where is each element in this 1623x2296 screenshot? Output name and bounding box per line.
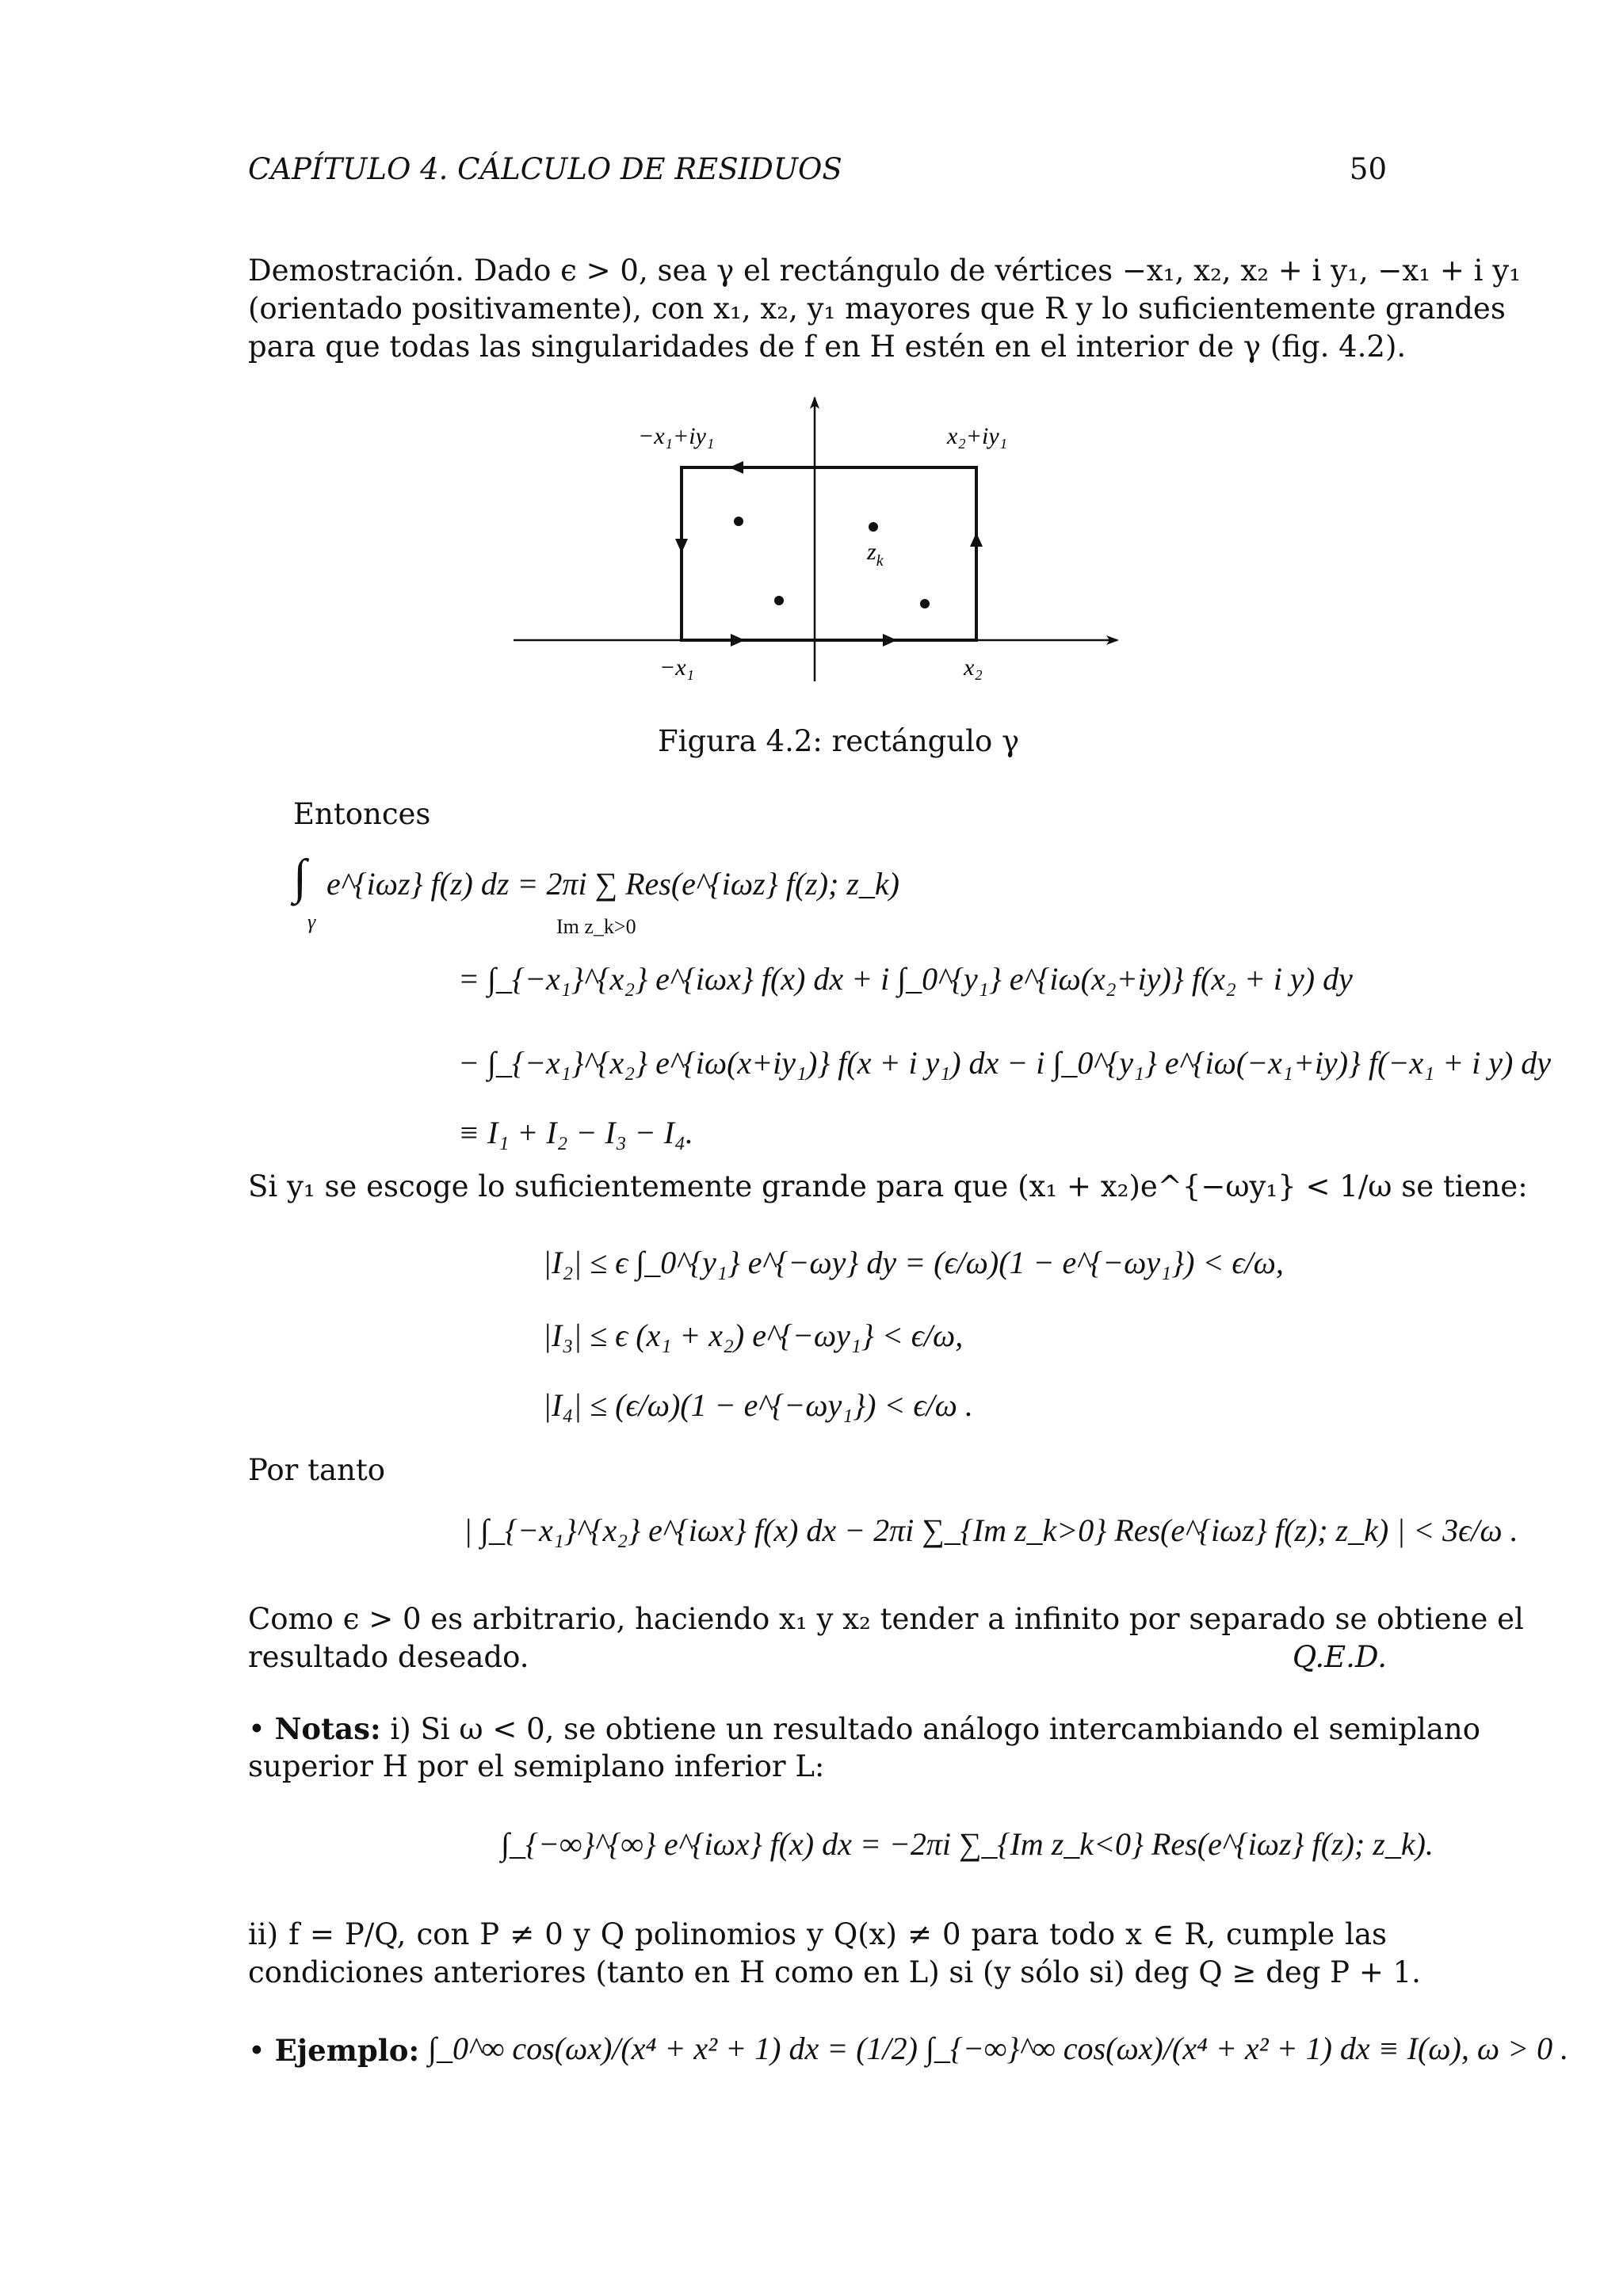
arrow-top-left	[729, 461, 743, 474]
arrow-bottom-2	[883, 634, 897, 646]
absolute-value-inequality: | ∫_{−x₁}^{x₂} e^{iωx} f(x) dx − 2πi ∑_{Im z_k>0} Res(e^{iωz} f(z); z_k) | < 3ϵ/ω .	[464, 1512, 1518, 1548]
pole-point	[869, 522, 878, 532]
notas-line-2: superior H por el semiplano inferior L:	[248, 1749, 825, 1783]
arrow-left-down	[675, 539, 688, 553]
ejemplo-bullet: •	[248, 2034, 265, 2068]
vertex-label-top-right: x₂+iy₁	[947, 423, 1008, 449]
pole-point	[774, 596, 784, 605]
equation-line-1: e^{iωz} f(z) dz = 2πi ∑ Res(e^{iωz} f(z); z_k)	[327, 866, 899, 902]
equation-line-2: = ∫_{−x₁}^{x₂} e^{iωx} f(x) dx + i ∫_0^{y₁} e^{iω(x₂+iy)} f(x₂ + i y) dy	[458, 961, 1353, 997]
sum-subscript: Im z_k>0	[556, 915, 636, 938]
integral-subscript-gamma: γ	[307, 910, 316, 933]
conclusion-line-2: resultado deseado.	[248, 1640, 529, 1674]
running-header: CAPÍTULO 4. CÁLCULO DE RESIDUOS	[248, 152, 842, 186]
ejemplo-heading	[248, 2031, 419, 2070]
inequality-I2: |I₂| ≤ ϵ ∫_0^{y₁} e^{−ωy} dy = (ϵ/ω)(1 − e^{−ωy₁}) < ϵ/ω,	[543, 1245, 1284, 1280]
vertex-label-bottom-left: −x₁	[659, 654, 694, 681]
pole-label-main: z	[867, 539, 876, 565]
notas-label: Notas:	[274, 1711, 381, 1746]
vertex-label-bottom-right: x₂	[964, 654, 983, 681]
entonces-text: Entonces	[293, 797, 431, 831]
proof-line-1: Demostración. Dado ϵ > 0, sea γ el rectángulo de vértices −x₁, x₂, x₂ + i y₁, −x₁ + i y₁	[248, 254, 1521, 288]
ejemplo-equation: ∫_0^∞ cos(ωx)/(x⁴ + x² + 1) dx = (1/2) ∫_{−∞}^∞ cos(ωx)/(x⁴ + x² + 1) dx ≡ I(ω), ω > 0 .	[428, 2031, 1569, 2066]
conclusion-line-1: Como ϵ > 0 es arbitrario, haciendo x₁ y x₂ tender a infinito por separado se obtiene el	[248, 1602, 1524, 1636]
inequality-I3: |I₃| ≤ ϵ (x₁ + x₂) e^{−ωy₁} < ϵ/ω,	[543, 1318, 964, 1353]
contour-rectangle	[682, 467, 976, 640]
pole-label-sub: k	[876, 552, 884, 570]
note-ii-line-1: ii) f = P/Q, con P ≠ 0 y Q polinomios y Q(x) ≠ 0 para todo x ∈ R, cumple las	[248, 1917, 1387, 1951]
proof-line-3: para que todas las singularidades de f en H estén en el interior de γ (fig. 4.2).	[248, 330, 1407, 364]
ejemplo-label: Ejemplo:	[274, 2033, 420, 2068]
qed-mark: Q.E.D.	[1292, 1640, 1387, 1674]
notas-equation: ∫_{−∞}^{∞} e^{iωx} f(x) dx = −2πi ∑_{Im z_k<0} Res(e^{iωz} f(z); z_k).	[501, 1826, 1434, 1862]
integral-sign: ∫	[293, 850, 307, 904]
notas-text-1: i) Si ω < 0, se obtiene un resultado análogo intercambiando el semiplano	[380, 1712, 1481, 1746]
arrow-right-up	[970, 532, 983, 547]
pole-point	[734, 517, 743, 526]
equation-line-4: ≡ I₁ + I₂ − I₃ − I₄.	[458, 1115, 693, 1150]
equation-line-3: − ∫_{−x₁}^{x₂} e^{iω(x+iy₁)} f(x + i y₁) dx − i ∫_0^{y₁} e^{iω(−x₁+iy)} f(−x₁ + i y) dy	[458, 1045, 1552, 1081]
notas-bullet: •	[248, 1712, 265, 1746]
notas-line-1	[248, 1710, 1480, 1749]
figure-caption: Figura 4.2: rectángulo γ	[658, 724, 1020, 758]
page-number: 50	[1349, 152, 1387, 186]
rectangle-contour-figure	[491, 380, 1141, 713]
note-ii-line-2: condiciones anteriores (tanto en H como en L) si (y sólo si) deg Q ≥ deg P + 1.	[248, 1955, 1421, 1989]
proof-line-2: (orientado positivamente), con x₁, x₂, y₁ mayores que R y lo suficientemente grandes	[248, 292, 1506, 326]
pole-label	[866, 539, 884, 570]
pole-point	[920, 599, 930, 608]
vertex-label-top-left: −x₁+iy₁	[638, 423, 715, 449]
arrow-bottom-1	[731, 634, 745, 646]
condition-sentence: Si y₁ se escoge lo suficientemente grande para que (x₁ + x₂)e^{−ωy₁} < 1/ω se tiene:	[248, 1169, 1528, 1203]
por-tanto-text: Por tanto	[248, 1453, 386, 1487]
inequality-I4: |I₄| ≤ (ϵ/ω)(1 − e^{−ωy₁}) < ϵ/ω .	[543, 1387, 973, 1423]
